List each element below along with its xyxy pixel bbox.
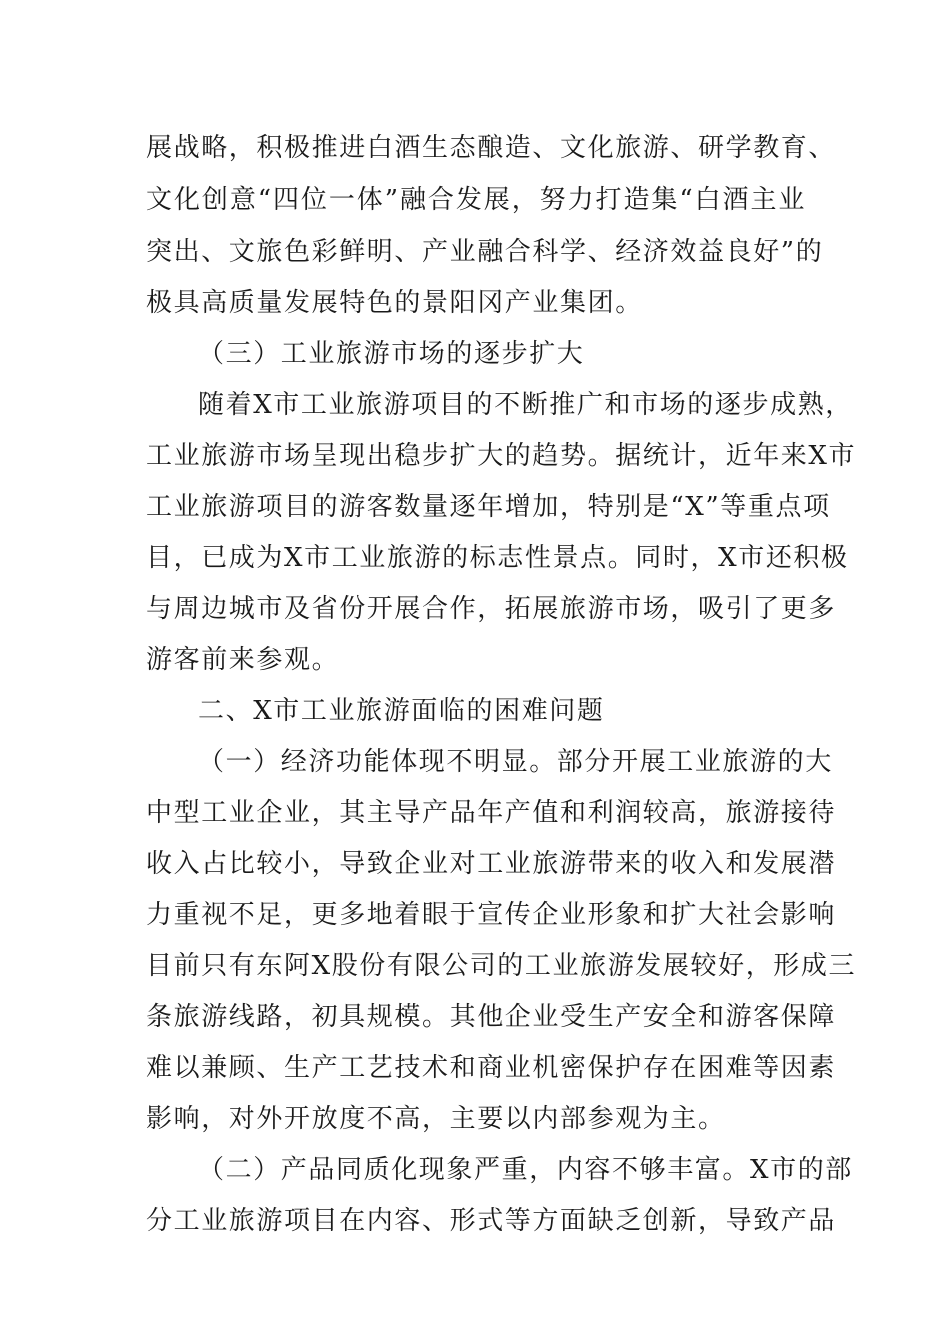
paragraph-line: 力重视不足，更多地着眼于宣传企业形象和扩大社会影响 [146,900,837,930]
section-heading: 二、X市工业旅游面临的困难问题 [198,696,605,726]
paragraph-line: 随着X市工业旅游项目的不断推广和市场的逐步成熟， [198,390,853,420]
paragraph-line: 影响，对外开放度不高，主要以内部参观为主。 [146,1104,726,1134]
paragraph-line: 目前只有东阿X股份有限公司的工业旅游发展较好，形成三 [146,951,857,981]
section-heading: （三）工业旅游市场的逐步扩大 [198,339,585,369]
paragraph-line: （一）经济功能体现不明显。部分开展工业旅游的大 [198,747,833,777]
paragraph-line: 目，已成为X市工业旅游的标志性景点。同时，X市还积极 [146,543,849,573]
paragraph-line: 突出、文旅色彩鲜明、产业融合科学、经济效益良好”的 [146,237,824,267]
paragraph-line: 难以兼顾、生产工艺技术和商业机密保护存在困难等因素 [146,1053,837,1083]
paragraph-line: 中型工业企业，其主导产品年产值和利润较高，旅游接待 [146,798,837,828]
paragraph-line: 极具高质量发展特色的景阳冈产业集团。 [146,288,643,318]
paragraph-line: 工业旅游项目的游客数量逐年增加，特别是“X”等重点项 [146,492,831,522]
paragraph-line: 分工业旅游项目在内容、形式等方面缺乏创新，导致产品 [146,1206,837,1236]
paragraph-line: （二）产品同质化现象严重，内容不够丰富。X市的部 [198,1155,853,1185]
paragraph-line: 收入占比较小，导致企业对工业旅游带来的收入和发展潜 [146,849,837,879]
paragraph-line: 展战略，积极推进白酒生态酿造、文化旅游、研学教育、 [146,133,837,163]
paragraph-line: 工业旅游市场呈现出稳步扩大的趋势。据统计，近年来X市 [146,441,857,471]
paragraph-line: 与周边城市及省份开展合作，拓展旅游市场，吸引了更多 [146,594,837,624]
paragraph-line: 游客前来参观。 [146,645,340,675]
paragraph-line: 文化创意“四位一体”融合发展，努力打造集“白酒主业 [146,185,806,215]
paragraph-line: 条旅游线路，初具规模。其他企业受生产安全和游客保障 [146,1002,837,1032]
